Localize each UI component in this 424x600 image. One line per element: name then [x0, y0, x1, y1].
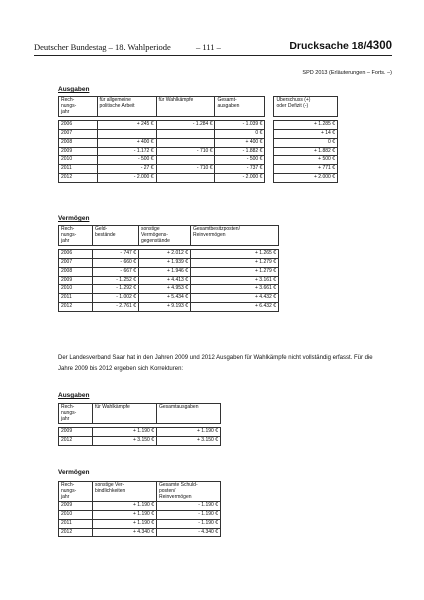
value-cell: - 747 € — [93, 250, 139, 259]
year-cell: 2010 — [59, 285, 93, 294]
value-cell: - 667 € — [93, 267, 139, 276]
value-cell: + 1.285 € — [274, 121, 338, 130]
page-header — [34, 40, 392, 54]
heading-ausgaben-2: Ausgaben — [58, 392, 90, 399]
value-cell — [156, 130, 215, 139]
heading-vermoegen-2: Vermögen — [58, 469, 90, 476]
value-cell: - 4.340 € — [157, 528, 221, 537]
value-cell: + 1.190 € — [93, 428, 157, 437]
value-cell: + 400 € — [97, 138, 156, 147]
column-header: Gesamtausgaben — [157, 404, 221, 424]
table-row — [59, 437, 221, 446]
table-row — [59, 165, 338, 174]
value-cell: + 3.150 € — [157, 437, 221, 446]
value-cell — [156, 173, 215, 182]
value-cell: + 1.190 € — [93, 511, 157, 520]
drucksache-prefix: Drucksache 18/ — [289, 40, 367, 52]
table-row — [59, 250, 279, 259]
value-cell: + 1.946 € — [139, 267, 191, 276]
year-cell: 2008 — [59, 138, 98, 147]
korrektur-paragraph: Der Landesverband Saar hat in den Jahren 2009 und 2012 Ausgaben für Wahlkämpfe nicht vollständig erfasst. Für die Jahre 2009 bis 2012 ergeben sich Korrekturen: — [58, 355, 373, 372]
table-row — [59, 285, 279, 294]
value-cell: + 4.432 € — [191, 294, 279, 303]
value-cell: + 1.190 € — [157, 428, 221, 437]
table-row — [59, 121, 338, 130]
heading-ausgaben-1: Ausgaben — [58, 86, 90, 93]
value-cell: + 3.161 € — [191, 276, 279, 285]
table-row — [59, 173, 338, 182]
value-cell: + 1.279 € — [191, 267, 279, 276]
header-row — [59, 482, 221, 502]
value-cell: - 1.190 € — [157, 519, 221, 528]
header-row — [59, 97, 338, 117]
value-cell: + 14 € — [274, 130, 338, 139]
value-cell: - 1.882 € — [215, 147, 265, 156]
year-cell: 2011 — [59, 165, 98, 174]
column-header: Rech- nungs- jahr — [59, 482, 93, 502]
value-cell: - 2.000 € — [97, 173, 156, 182]
value-cell: + 1.190 € — [93, 502, 157, 511]
value-cell: - 1.172 € — [97, 147, 156, 156]
year-cell: 2012 — [59, 302, 93, 311]
year-cell: 2010 — [59, 156, 98, 165]
drucksache-number: 4300 — [366, 40, 392, 52]
column-gap — [265, 97, 274, 117]
value-cell: - 1.039 € — [215, 121, 265, 130]
value-cell — [156, 138, 215, 147]
table-row — [59, 267, 279, 276]
column-gap — [265, 147, 274, 156]
value-cell: + 2.000 € — [274, 173, 338, 182]
column-header: sonstige Ver- bindlichkeiten — [93, 482, 157, 502]
value-cell: - 2.000 € — [215, 173, 265, 182]
value-cell: + 500 € — [274, 156, 338, 165]
column-header: Überschuss (+) oder Defizit (-) — [274, 97, 338, 117]
value-cell: - 2.761 € — [93, 302, 139, 311]
table-row — [59, 428, 221, 437]
value-cell: + 3.150 € — [93, 437, 157, 446]
value-cell — [156, 156, 215, 165]
table-row — [59, 130, 338, 139]
year-cell: 2008 — [59, 267, 93, 276]
year-cell: 2010 — [59, 511, 93, 520]
value-cell: - 500 € — [97, 156, 156, 165]
value-cell: - 1.252 € — [93, 276, 139, 285]
table-ausgaben-2 — [58, 403, 221, 446]
value-cell: + 6.432 € — [191, 302, 279, 311]
value-cell — [97, 130, 156, 139]
year-cell: 2011 — [59, 519, 93, 528]
header-rule — [34, 55, 392, 56]
header-row — [59, 226, 279, 246]
value-cell: - 500 € — [215, 156, 265, 165]
value-cell: - 737 € — [215, 165, 265, 174]
column-header: Geld- bestände — [93, 226, 139, 246]
column-header: für allgemeine politische Arbeit — [97, 97, 156, 117]
column-header: sonstige Vermögens- gegenstände — [139, 226, 191, 246]
table-row — [59, 519, 221, 528]
value-cell: + 3.661 € — [191, 285, 279, 294]
table-vermoegen-2 — [58, 481, 221, 537]
year-cell: 2009 — [59, 276, 93, 285]
column-header: Gesamtbesitzposten/ Reinvermögen — [191, 226, 279, 246]
table-row — [59, 302, 279, 311]
value-cell: - 710 € — [156, 165, 215, 174]
drucksache-label — [289, 40, 392, 52]
header-row — [59, 404, 221, 424]
column-gap — [265, 165, 274, 174]
column-header: Rech- nungs- jahr — [59, 404, 93, 424]
value-cell: + 245 € — [97, 121, 156, 130]
column-gap — [265, 156, 274, 165]
column-gap — [265, 138, 274, 147]
table-row — [59, 502, 221, 511]
year-cell: 2011 — [59, 294, 93, 303]
column-header: Rech- nungs- jahr — [59, 97, 98, 117]
table-row — [59, 276, 279, 285]
value-cell: - 27 € — [97, 165, 156, 174]
year-cell: 2007 — [59, 259, 93, 268]
value-cell: + 4.413 € — [139, 276, 191, 285]
value-cell: + 2.012 € — [139, 250, 191, 259]
value-cell: + 1.190 € — [93, 519, 157, 528]
value-cell: + 1.265 € — [191, 250, 279, 259]
year-cell: 2009 — [59, 147, 98, 156]
year-cell: 2012 — [59, 528, 93, 537]
year-cell: 2006 — [59, 121, 98, 130]
year-cell: 2007 — [59, 130, 98, 139]
year-cell: 2006 — [59, 250, 93, 259]
table-row — [59, 294, 279, 303]
table-row — [59, 147, 338, 156]
value-cell: 0 € — [215, 130, 265, 139]
table-row — [59, 511, 221, 520]
page-number: – 111 – — [196, 42, 221, 52]
year-cell: 2009 — [59, 502, 93, 511]
table-row — [59, 259, 279, 268]
column-header: Gesamt- ausgaben — [215, 97, 265, 117]
year-cell: 2009 — [59, 428, 93, 437]
table-row — [59, 528, 221, 537]
table-ausgaben-1 — [58, 96, 338, 183]
column-gap — [265, 121, 274, 130]
table-row — [59, 138, 338, 147]
column-header: für Wahlkämpfe — [93, 404, 157, 424]
column-header: Gesamte Schuld- posten/ Reinvermögen — [157, 482, 221, 502]
value-cell: 0 € — [274, 138, 338, 147]
value-cell: - 710 € — [156, 147, 215, 156]
year-cell: 2012 — [59, 173, 98, 182]
column-header: für Wahlkämpfe — [156, 97, 215, 117]
value-cell: + 1.939 € — [139, 259, 191, 268]
value-cell: + 400 € — [215, 138, 265, 147]
value-cell: - 660 € — [93, 259, 139, 268]
heading-vermoegen-1: Vermögen — [58, 215, 90, 222]
column-gap — [265, 173, 274, 182]
value-cell: - 1.292 € — [93, 285, 139, 294]
section-subnote: SPD 2013 (Erläuterungen – Forts. –) — [302, 70, 392, 76]
value-cell: + 1.279 € — [191, 259, 279, 268]
value-cell: + 4.340 € — [93, 528, 157, 537]
value-cell: + 9.193 € — [139, 302, 191, 311]
table-row — [59, 156, 338, 165]
year-cell: 2012 — [59, 437, 93, 446]
value-cell: + 5.434 € — [139, 294, 191, 303]
column-header: Rech- nungs- jahr — [59, 226, 93, 246]
value-cell: + 1.882 € — [274, 147, 338, 156]
value-cell: - 1.190 € — [157, 502, 221, 511]
value-cell: + 4.953 € — [139, 285, 191, 294]
table-vermoegen-1 — [58, 225, 279, 312]
value-cell: + 771 € — [274, 165, 338, 174]
value-cell: - 1.002 € — [93, 294, 139, 303]
value-cell: - 1.284 € — [156, 121, 215, 130]
value-cell: - 1.190 € — [157, 511, 221, 520]
header-periode: Deutscher Bundestag – 18. Wahlperiode — [34, 42, 171, 52]
column-gap — [265, 130, 274, 139]
